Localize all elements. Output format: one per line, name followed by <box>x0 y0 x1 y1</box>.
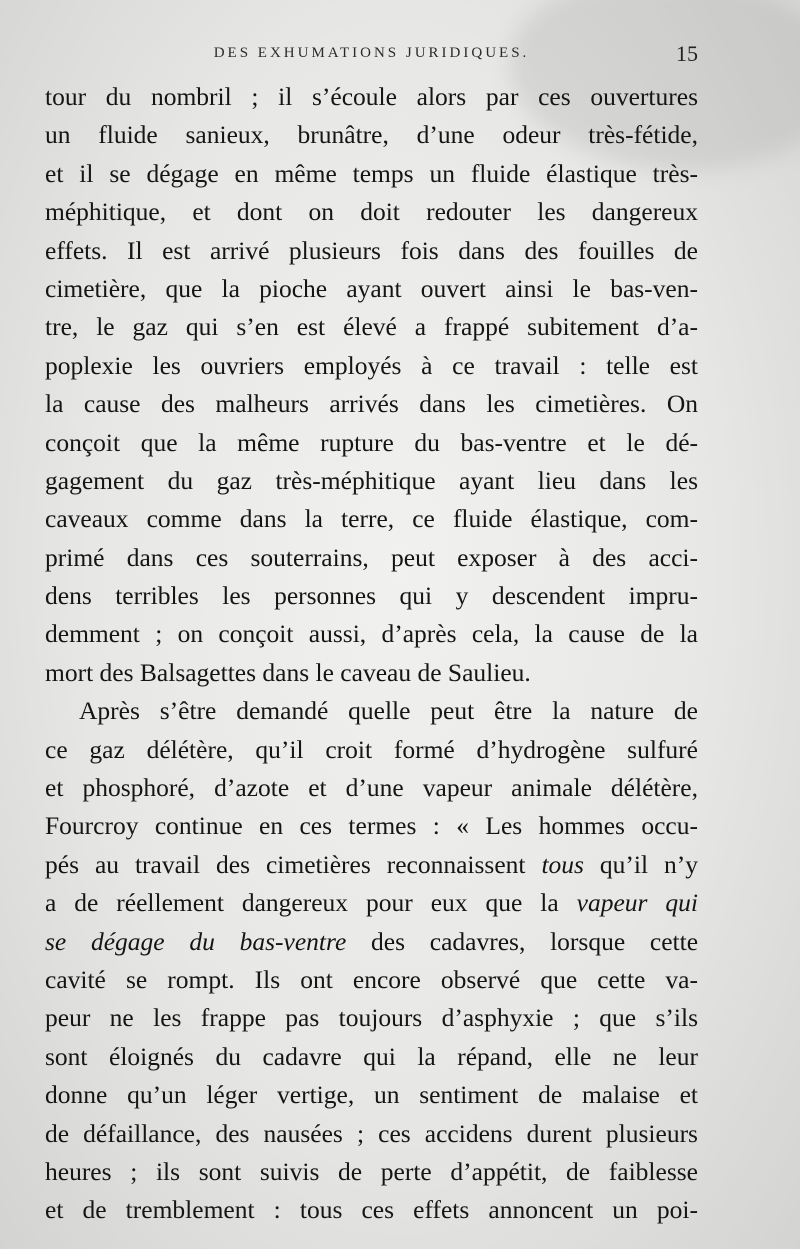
text-line: tour du nombril ; il s’écoule alors par ces ouvertures <box>45 82 698 111</box>
text-line: ce gaz délétère, qu’il croit formé d’hydrogène sulfuré <box>45 734 698 764</box>
italic-phrase: se dégage du bas-ventre <box>45 926 347 956</box>
italic-phrase: vapeur qui <box>576 888 698 918</box>
text-line: dens terribles les personnes qui y descendent impru- <box>45 581 698 611</box>
text-line: et phosphoré, d’azote et d’une vapeur animale délétère, <box>45 773 698 803</box>
text-line: cavité se rompt. Ils ont encore observé que cette va- <box>45 964 698 994</box>
text-line: et il se dégage en même temps un fluide élastique très- <box>45 158 698 188</box>
text-line: et de tremblement : tous ces effets annoncent un poi- <box>45 1195 698 1225</box>
text-line: tre, le gaz qui s’en est élevé a frappé subitement d’a- <box>45 312 698 342</box>
text-line: peur ne les frappe pas toujours d’asphyxie ; que s’ils <box>45 1003 698 1033</box>
text-line: un fluide sanieux, brunâtre, d’une odeur très-fétide, <box>45 120 698 150</box>
text-line: donne qu’un léger vertige, un sentiment de malaise et <box>45 1080 698 1110</box>
text-line: poplexie les ouvriers employés à ce travail : telle est <box>45 350 698 380</box>
page-body <box>45 78 698 1230</box>
running-title: DES EXHUMATIONS JURIDIQUES. <box>213 45 530 61</box>
text-line: méphitique, et dont on doit redouter les dangereux <box>45 197 698 227</box>
page-number: 15 <box>676 41 698 66</box>
text-line: sont éloignés du cadavre qui la répand, elle ne leur <box>45 1041 698 1071</box>
text-line <box>45 884 698 922</box>
text-line: effets. Il est arrivé plusieurs fois dans des fouilles de <box>45 235 698 265</box>
text-segment: des cadavres, lorsque cette <box>346 926 698 956</box>
text-line: conçoit que la même rupture du bas-ventre et le dé- <box>45 427 698 457</box>
text-line: caveaux comme dans la terre, ce fluide élastique, com- <box>45 504 698 534</box>
text-line: Après s’être demandé quelle peut être la nature de <box>79 696 698 726</box>
text-line: demment ; on conçoit aussi, d’après cela, la cause de la <box>45 619 698 649</box>
text-line: de défaillance, des nausées ; ces accidens durent plusieurs <box>45 1118 698 1148</box>
text-segment: qu’il n’y <box>583 849 698 879</box>
text-line: cimetière, que la pioche ayant ouvert ainsi le bas-ven- <box>45 273 698 303</box>
text-line: la cause des malheurs arrivés dans les cimetières. On <box>45 389 698 419</box>
italic-phrase: tous <box>541 849 584 879</box>
text-line: gagement du gaz très-méphitique ayant lieu dans les <box>45 465 698 495</box>
text-line: heures ; ils sont suivis de perte d’appétit, de faiblesse <box>45 1156 698 1186</box>
text-line <box>45 923 698 961</box>
text-line <box>45 846 698 884</box>
text-segment: a de réellement dangereux pour eux que la <box>45 888 577 918</box>
text-segment: pés au travail des cimetières reconnaissent <box>45 849 542 879</box>
text-line: mort des Balsagettes dans le caveau de Saulieu. <box>45 657 531 687</box>
text-line: Fourcroy continue en ces termes : « Les hommes occu- <box>45 811 698 841</box>
page-header <box>45 39 698 75</box>
text-line: primé dans ces souterrains, peut exposer à des acci- <box>45 542 698 572</box>
